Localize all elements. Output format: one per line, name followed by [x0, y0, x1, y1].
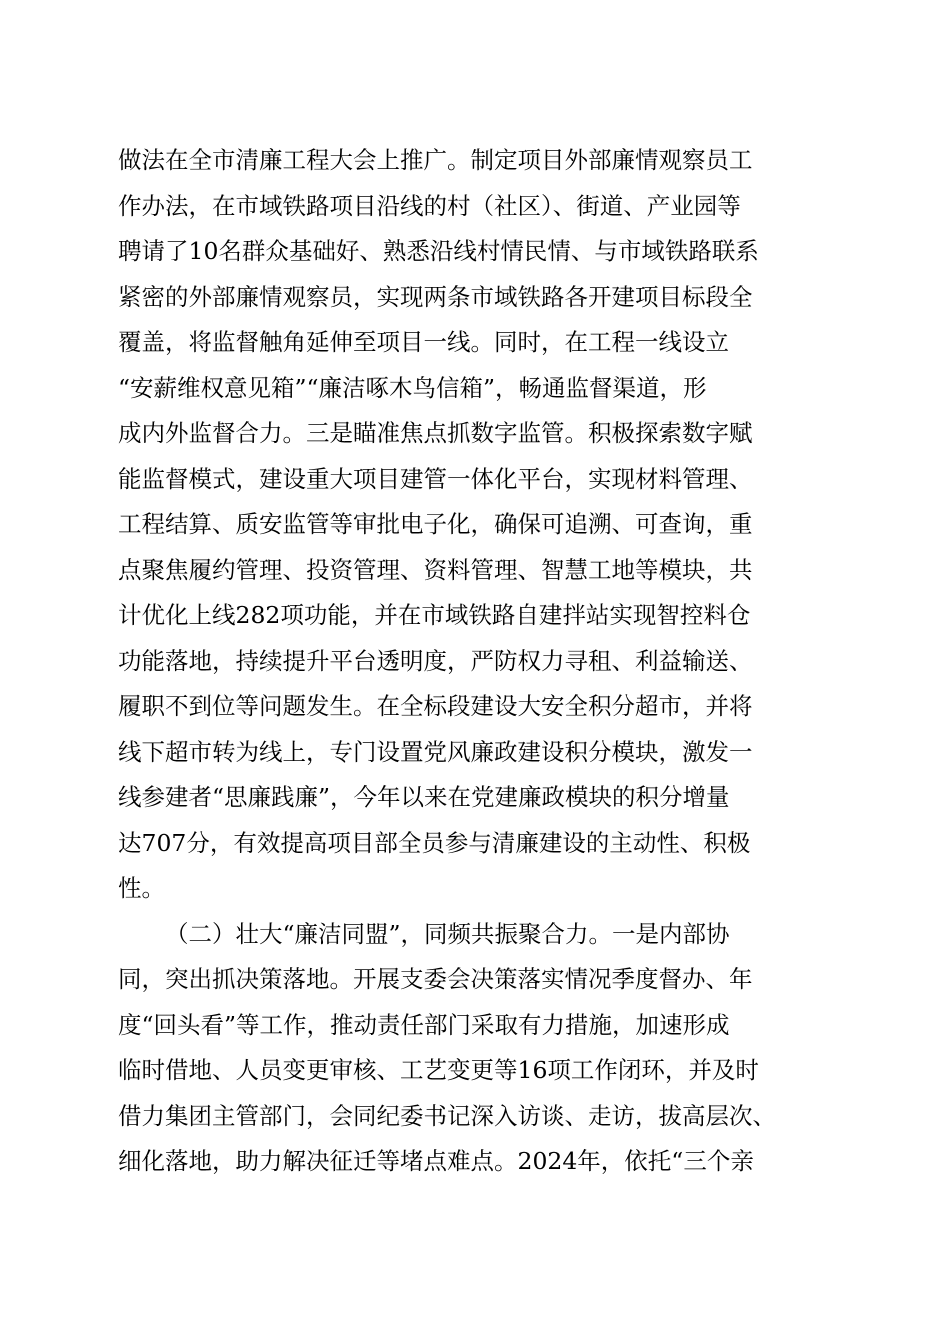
- section-heading-line: （二）壮大“廉洁同盟”，同频共振聚合力。一是内部协: [165, 919, 730, 948]
- text-line: 作办法，在市域铁路项目沿线的村（社区）、街道、产业园等: [118, 191, 741, 220]
- text-line: 覆盖，将监督触角延伸至项目一线。同时，在工程一线设立: [118, 328, 729, 356]
- text-line: 履职不到位等问题发生。在全标段建设大安全积分超市，并将: [118, 692, 753, 720]
- text-line: 工程结算、质安监管等审批电子化，确保可追溯、可查询，重: [118, 510, 753, 538]
- text-line: 临时借地、人员变更审核、工艺变更等16项工作闭环，并及时: [118, 1056, 759, 1084]
- text-line: 借力集团主管部门，会同纪委书记深入访谈、走访，拔高层次、: [118, 1101, 776, 1130]
- text-line: 性。: [118, 874, 165, 902]
- text-line: 紧密的外部廉情观察员，实现两条市域铁路各开建项目标段全: [118, 282, 753, 311]
- text-line: 达707分，有效提高项目部全员参与清廉建设的主动性、积极: [118, 828, 751, 857]
- text-line: 计优化上线282项功能，并在市域铁路自建拌站实现智控料仓: [118, 601, 751, 629]
- text-line: “安薪维权意见箱”“廉洁啄木鸟信箱”，畅通监督渠道，形: [118, 373, 707, 402]
- text-line: 能监督模式，建设重大项目建管一体化平台，实现材料管理、: [118, 464, 753, 493]
- text-line: 聘请了10名群众基础好、熟悉沿线村情民情、与市域铁路联系: [118, 237, 759, 265]
- text-line: 度“回头看”等工作，推动责任部门采取有力措施，加速形成: [118, 1010, 730, 1039]
- text-line: 做法在全市清廉工程大会上推广。制定项目外部廉情观察员工: [118, 146, 753, 174]
- text-line: 线下超市转为线上，专门设置党风廉政建设积分模块，激发一: [118, 737, 753, 766]
- text-line: 成内外监督合力。三是瞄准焦点抓数字监管。积极探索数字赋: [118, 419, 753, 447]
- text-line: 功能落地，持续提升平台透明度，严防权力寻租、利益输送、: [118, 646, 753, 675]
- text-line: 线参建者“思廉践廉”，今年以来在党建廉政模块的积分增量: [118, 783, 730, 811]
- body-text: [118, 138, 838, 1185]
- text-line: 细化落地，助力解决征迁等堵点难点。2024年，依托“三个亲: [118, 1147, 754, 1175]
- text-line: 点聚焦履约管理、投资管理、资料管理、智慧工地等模块，共: [118, 555, 753, 584]
- text-line: 同，突出抓决策落地。开展支委会决策落实情况季度督办、年: [118, 965, 753, 993]
